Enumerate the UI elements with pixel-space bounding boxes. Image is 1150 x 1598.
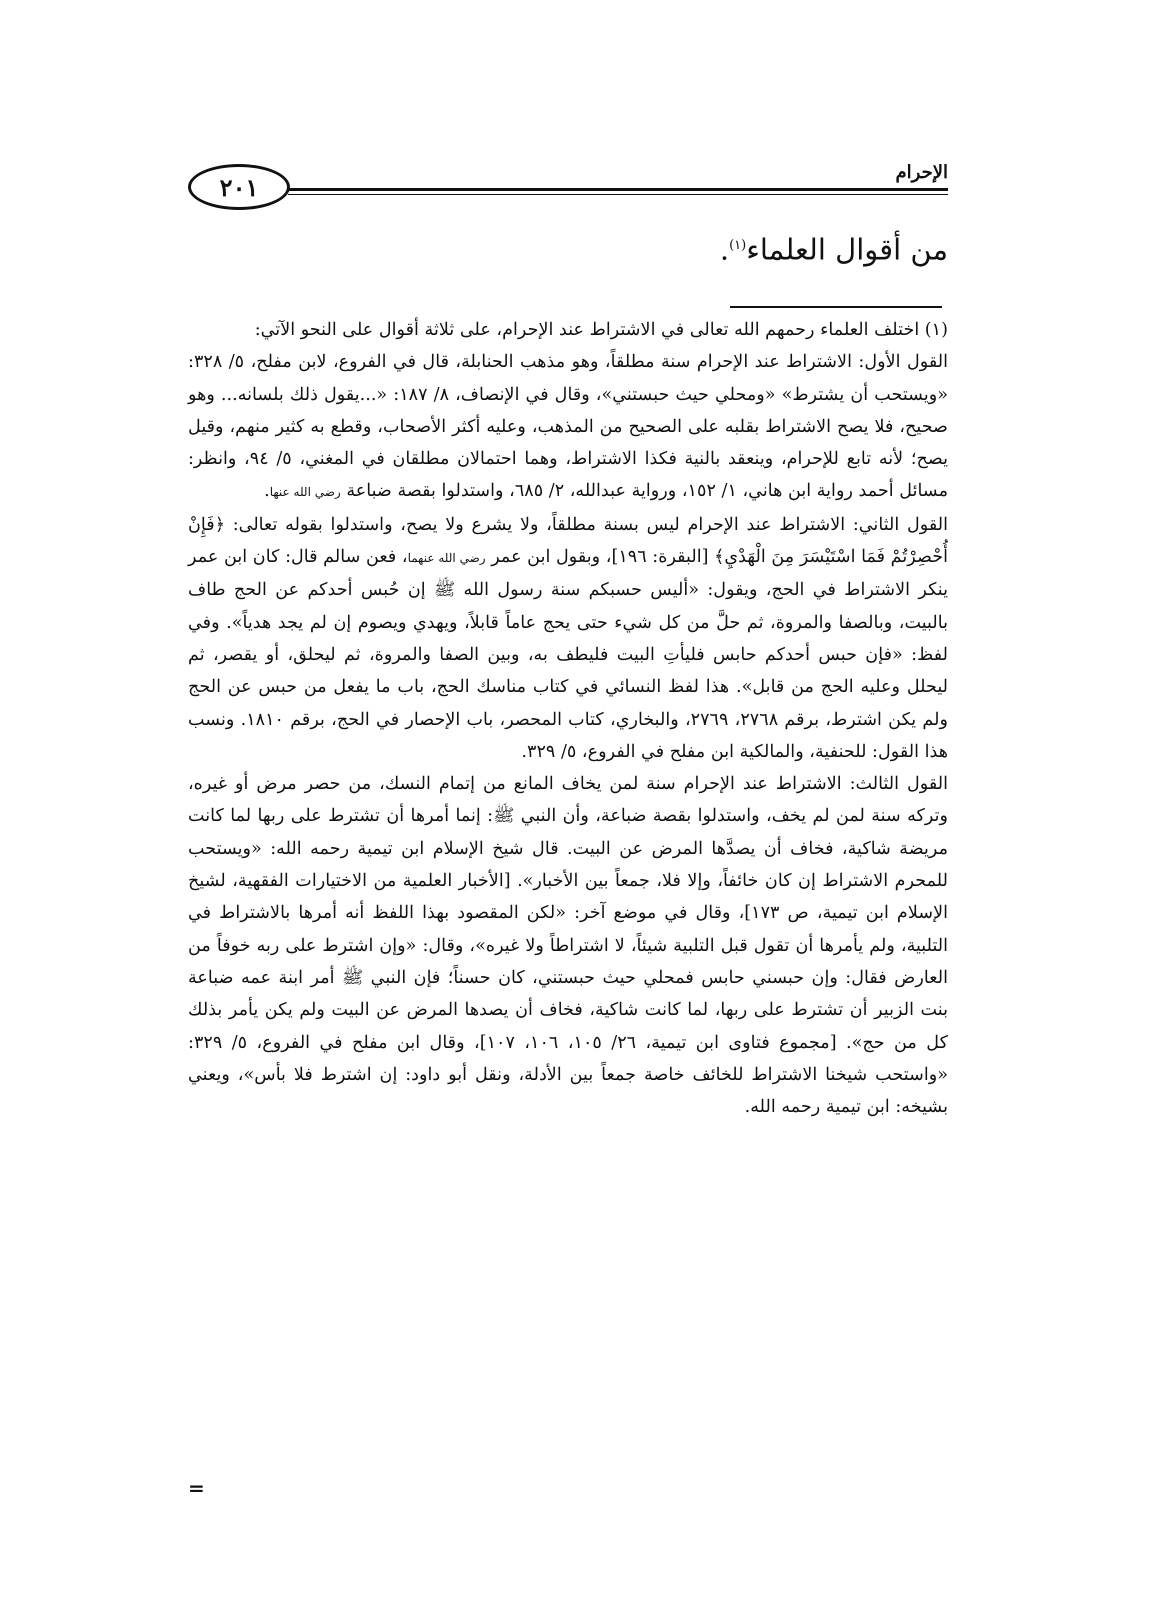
footnote-qawl-1: القول الأول: الاشتراط عند الإحرام سنة مطلقاً، وهو مذهب الحنابلة، قال في الفروع، لابن مفلح، ٥/ ٣٢٨: «ويستحب أن يشترط» «ومحلي حيث حبستني»، وقال في الإنصاف، ٨/ ١٨٧: «...يقول ذلك بلسانه... وهو صحيح، فلا يصح الاشتراط بقلبه على الصحيح من المذهب، وعليه أكثر الأصحاب، وقطع به كثير منهم، وقيل يصح؛ لأنه تابع للإحرام، وينعقد بالنية فكذا الاشتراط، وهما احتمالان مطلقان في المغني، ٥/ ٩٤، وانظر: مسائل أحمد رواية ابن هاني، ١/ ١٥٢، ورواية عبدالله، ٢/ ٦٨٥، واستدلوا بقصة ضباعة رضي الله عنها.: [188, 352, 949, 502]
qawl-1-honorific: رضي الله عنها: [269, 485, 341, 500]
footnote-qawl-3: القول الثالث: الاشتراط عند الإحرام سنة لمن يخاف المانع من إتمام النسك، من حصر مرض أو غيره، وتركه سنة لمن لم يخف، واستدلوا بقصة ضباعة، وأن النبي ﷺ: إنما أمرها أن تشترط على ربها لما كانت مريضة شاكية، فخاف أن يصدَّها المرض عن البيت. قال شيخ الإسلام ابن تيمية رحمه الله: «ويستحب للمحرم الاشتراط إن كان خائفاً، وإلا فلا، جمعاً بين الأخبار». [الأخبار العلمية من الاختيارات الفقهية، لشيخ الإسلام ابن تيمية، ص ١٧٣]، وقال في موضع آخر: «لكن المقصود بهذا اللفظ أنه أمرها بالاشتراط في التلبية، ولم يأمرها أن تقول قبل التلبية شيئاً، لا اشتراطاً ولا غيره»، وقال: «وإن اشترط على ربه خوفاً من العارض فقال: وإن حبسني حابس فمحلي حيث حبستني، كان حسناً؛ فإن النبي ﷺ أمر ابنة عمه ضباعة بنت الزبير أن تشترط على ربها، لما كانت شاكية، فخاف أن يصدها المرض عن البيت ولم يكن يأمر بذلك كل من حج». [مجموع فتاوى ابن تيمية، ٢٦/ ١٠٥، ١٠٦، ١٠٧]، وقال ابن مفلح في الفروع، ٥/ ٣٢٩: «واستحب شيخنا الاشتراط للخائف خاصة جمعاً بين الأدلة، ونقل أبو داود: إن اشترط فلا بأس»، ويعني بشيخه: ابن تيمية رحمه الله.: [188, 774, 948, 1118]
intro-text: من أقوال العلماء: [746, 232, 948, 267]
page-header: [188, 160, 948, 220]
footnote-intro: (١) اختلف العلماء رحمهم الله تعالى في الاشتراط عند الإحرام، على ثلاثة أقوال على النحو الآتي:: [254, 320, 948, 340]
body-text: [720, 224, 948, 272]
continuation-mark: =: [188, 1476, 205, 1500]
footnote-separator: [730, 306, 942, 308]
footnotes: [188, 314, 948, 1123]
footnote-ref: (١): [729, 238, 747, 253]
qawl-1-text: القول الأول: الاشتراط عند الإحرام سنة مطلقاً، وهو مذهب الحنابلة، قال في الفروع، لابن مفلح، ٥/ ٣٢٨: «ويستحب أن يشترط» «ومحلي حيث حبستني»، وقال في الإنصاف، ٨/ ١٨٧: «...يقول ذلك بلسانه... وهو صحيح، فلا يصح الاشتراط بقلبه على الصحيح من المذهب، وعليه أكثر الأصحاب، وقطع به كثير منهم، وقيل يصح؛ لأنه تابع للإحرام، وينعقد بالنية فكذا الاشتراط، وهما احتمالان مطلقان في المغني، ٥/ ٩٤، وانظر: مسائل أحمد رواية ابن هاني، ١/ ١٥٢، ورواية عبدالله، ٢/ ٦٨٥، واستدلوا بقصة ضباعة: [188, 352, 949, 502]
footnote-qawl-2: [188, 509, 948, 768]
qawl-2-text-a: القول الثاني: الاشتراط عند الإحرام ليس بسنة مطلقاً، ولا يشرع ولا يصح، واستدلوا بقوله تعالى: ﴿فَإِنْ أُحْصِرْتُمْ فَمَا اسْتَيْسَرَ مِنَ الْهَدْيِ﴾ [البقرة: ١٩٦]، وبقول ابن عمر: [188, 514, 949, 568]
qawl-2-text-b: ، فعن سالم قال: كان ابن عمر ينكر الاشتراط في الحج، ويقول: «أليس حسبكم سنة رسول الله ﷺ إن حُبس أحدكم عن الحج طاف بالبيت، وبالصفا والمروة، ثم حلَّ من كل شيء حتى يحج عاماً قابلاً، ويهدي ويصوم إن لم يجد هدياً». وفي لفظ: «فإن حبس أحدكم حابس فليأتِ البيت فليطف به، وبين الصفا والمروة، ثم ليحلق، أو يقصر، ثم ليحلل وعليه الحج من قابل». هذا لفظ النسائي في كتاب مناسك الحج، باب ما يفعل من حبس عن الحج ولم يكن اشترط، برقم ٢٧٦٨، ٢٧٦٩، والبخاري، كتاب المحصر، باب الإحصار في الحج، برقم ١٨١٠. ونسب هذا القول: للحنفية، والمالكية ابن مفلح في الفروع، ٥/ ٣٢٩.: [188, 547, 948, 762]
header-rule: [284, 188, 948, 191]
qawl-2-honorific: رضي الله عنهما: [407, 551, 486, 566]
page-number: ٢٠١: [188, 164, 290, 210]
intro-end: .: [719, 232, 730, 267]
header-rule-thin: [288, 194, 948, 195]
chapter-title: الإحرام: [890, 160, 948, 186]
